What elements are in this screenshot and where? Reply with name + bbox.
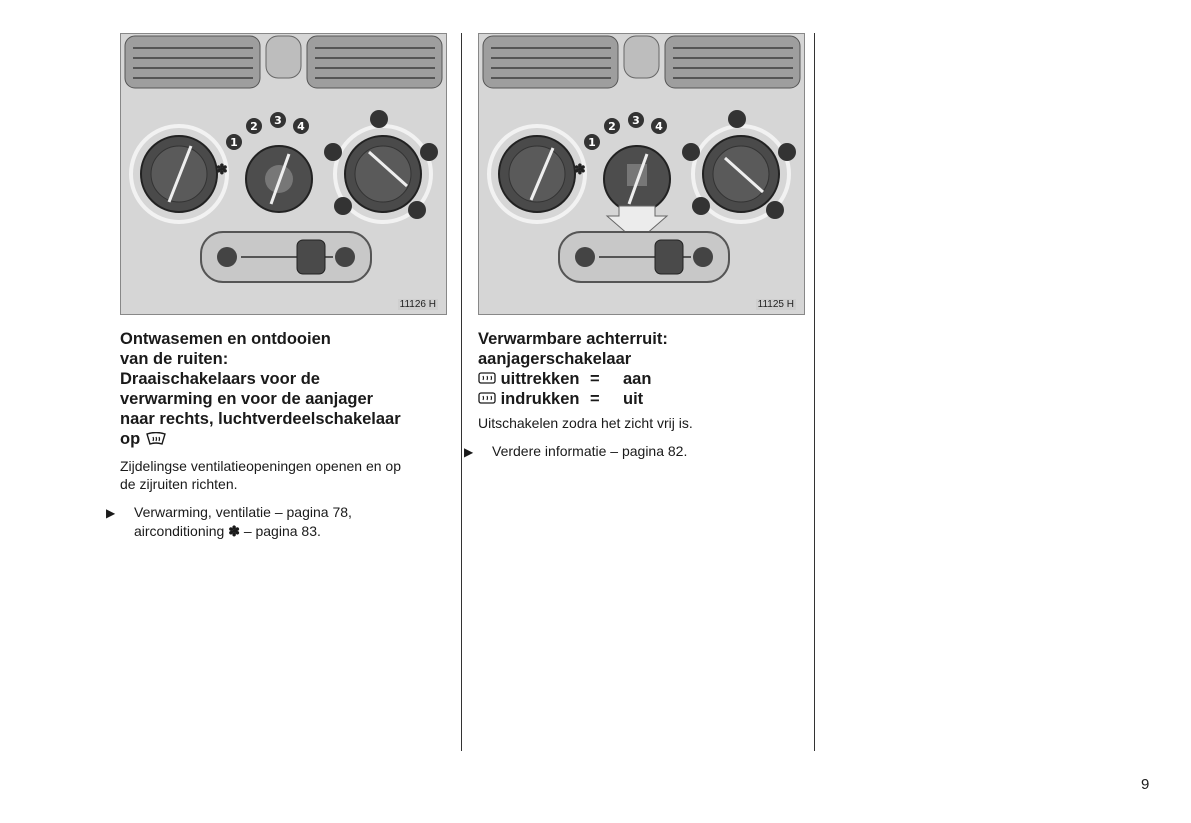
figure-code: 11126 H	[399, 299, 436, 310]
svg-text:✽: ✽	[216, 161, 228, 177]
heading-line: naar rechts, luchtverdeelschakelaar	[120, 410, 401, 428]
heading-line: Verwarmbare achterruit:	[478, 330, 668, 348]
section-heading-defrost	[120, 329, 460, 449]
column-rule-right	[814, 33, 815, 751]
heading-line: op	[120, 430, 141, 448]
heading-line: verwarming en voor de aanjager	[120, 390, 374, 408]
reference-further-info	[464, 442, 817, 461]
dashboard-controls-pull-illustration	[479, 34, 804, 314]
svg-text:✽: ✽	[574, 161, 586, 177]
heading-line: aanjagerschakelaar	[478, 350, 632, 368]
push-label: indrukken	[500, 390, 580, 408]
reference-heating	[106, 503, 455, 540]
arrow-right-icon: ▶	[106, 506, 116, 520]
heading-line: van de ruiten:	[120, 350, 229, 368]
pull-label: uittrekken	[500, 370, 580, 388]
heading-line: Draaischakelaars voor de	[120, 370, 320, 388]
figure-rear-window-controls	[478, 33, 805, 315]
reference-text: Verwarming, ventilatie – pagina 78,	[134, 504, 352, 520]
dashboard-controls-illustration	[121, 34, 446, 314]
defrost-instructions	[120, 457, 455, 493]
dial-number-3: 3	[274, 114, 282, 127]
reference-text: airconditioning	[134, 523, 225, 539]
body-line: de zijruiten richten.	[120, 476, 238, 492]
snowflake-icon: ✽	[228, 523, 240, 539]
page-number: 9	[1141, 776, 1150, 793]
arrow-right-icon: ▶	[464, 445, 474, 459]
dial-number-1: 1	[588, 136, 596, 149]
windscreen-defrost-icon	[145, 432, 167, 446]
equals-sign: =	[590, 390, 600, 408]
push-value: uit	[623, 390, 644, 408]
figure-code: 11125 H	[757, 299, 794, 310]
rear-window-heater-icon	[478, 372, 496, 386]
figure-defrost-controls	[120, 33, 447, 315]
dial-number-3: 3	[632, 114, 640, 127]
dial-number-2: 2	[250, 120, 258, 133]
body-line: Zijdelingse ventilatieopeningen openen en op	[120, 458, 401, 474]
heading-line: Ontwasemen en ontdooien	[120, 330, 331, 348]
push-row	[478, 389, 798, 409]
dial-number-4: 4	[655, 120, 663, 133]
dial-number-2: 2	[608, 120, 616, 133]
pull-value: aan	[623, 370, 652, 388]
reference-text: Verdere informatie – pagina 82.	[492, 443, 688, 459]
reference-text: – pagina 83.	[243, 523, 321, 539]
section-heading-rear-window	[478, 329, 798, 409]
equals-sign: =	[590, 370, 600, 388]
rear-window-heater-icon	[478, 392, 496, 406]
dial-number-4: 4	[297, 120, 305, 133]
column-rule-left	[461, 33, 462, 751]
dial-number-1: 1	[230, 136, 238, 149]
pull-row	[478, 369, 798, 389]
switch-off-note: Uitschakelen zodra het zicht vrij is.	[478, 415, 693, 431]
